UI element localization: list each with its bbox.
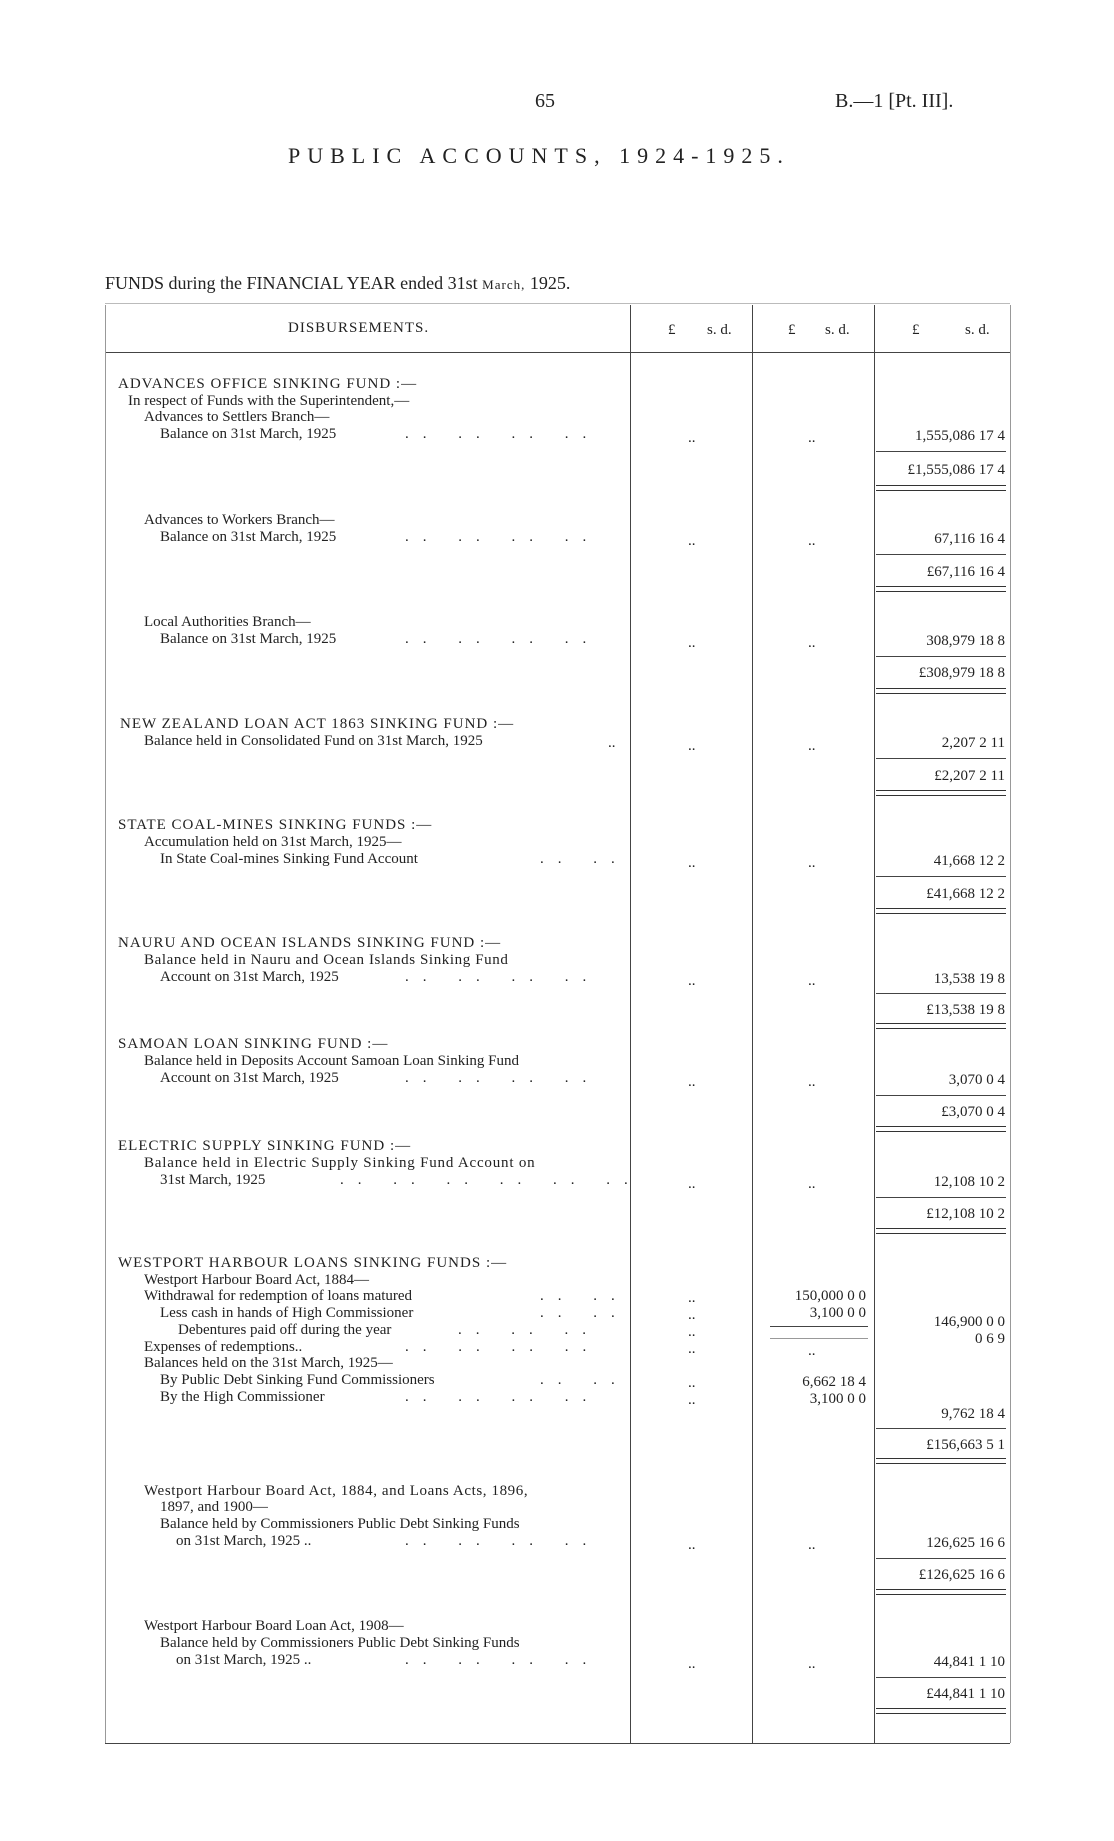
amount: 44,841 1 10 [933,1654,1005,1670]
amount: 2,207 2 11 [941,735,1005,751]
section-heading: ADVANCES OFFICE SINKING FUND :— [118,376,418,392]
text-line: Account on 31st March, 1925 [160,969,339,985]
amount: 13,538 19 8 [933,971,1005,987]
amount: 126,625 16 6 [926,1535,1005,1551]
section-heading: NAURU AND OCEAN ISLANDS SINKING FUND :— [118,935,502,951]
text-line: In State Coal-mines Sinking Fund Account [160,851,418,867]
text-line: 31st March, 1925 [160,1172,266,1188]
text-line: Balance held by Commissioners Public Debt Sinking Funds [160,1635,520,1651]
total: £308,979 18 8 [918,665,1005,681]
amount: 12,108 10 2 [933,1174,1005,1190]
text-line: Balance held in Deposits Account Samoan Loan Sinking Fund [144,1053,519,1069]
text-line: Balance held by Commissioners Public Debt Sinking Funds [160,1516,520,1532]
text-line: Balance on 31st March, 1925 [160,529,337,545]
subtitle-month: March, [482,277,526,292]
text-line: Advances to Workers Branch— [144,512,335,528]
text-line: Balances held on the 31st March, 1925— [144,1355,393,1371]
section-heading: NEW ZEALAND LOAN ACT 1863 SINKING FUND :— [120,716,515,732]
sub-amount: 3,100 0 0 [809,1391,866,1407]
total: £13,538 19 8 [926,1002,1005,1018]
amount: 9,762 18 4 [941,1406,1005,1422]
col1-pound: £ [668,322,676,338]
text-line: Balance on 31st March, 1925 [160,426,337,442]
text-line: Local Authorities Branch— [144,614,311,630]
total: £156,663 5 1 [926,1437,1005,1453]
disbursements-heading: DISBURSEMENTS. [288,320,430,336]
section-heading: STATE COAL-MINES SINKING FUNDS :— [118,817,433,833]
section-heading: ELECTRIC SUPPLY SINKING FUND :— [118,1138,412,1154]
total: £44,841 1 10 [926,1686,1005,1702]
text-line: Balance on 31st March, 1925 [160,631,337,647]
amount: 146,900 0 0 [933,1314,1005,1330]
col3-pound: £ [912,322,920,338]
text-line: Account on 31st March, 1925 [160,1070,339,1086]
text-line: Withdrawal for redemption of loans matured [144,1288,413,1304]
text-line: Balance held in Consolidated Fund on 31st March, 1925 [144,733,483,749]
amount: 67,116 16 4 [934,531,1005,547]
page-subtitle [105,273,570,294]
text-line: Advances to Settlers Branch— [144,409,330,425]
col1-sd: s. d. [707,322,732,338]
sub-amount: 3,100 0 0 [809,1305,866,1321]
section-heading: SAMOAN LOAN SINKING FUND :— [118,1036,389,1052]
sub-amount: 150,000 0 0 [794,1288,866,1304]
col2-pound: £ [788,322,796,338]
col2-sd: s. d. [825,322,850,338]
sub-amount: 6,662 18 4 [802,1374,866,1390]
text-line: Westport Harbour Board Act, 1884, and Loans Acts, 1896, [144,1483,529,1499]
subtitle-year: 1925. [529,273,571,293]
col3-sd: s. d. [965,322,990,338]
total: £126,625 16 6 [918,1567,1005,1583]
total: £3,070 0 4 [941,1104,1005,1120]
page-title: PUBLIC ACCOUNTS, 1924-1925. [288,143,790,168]
text-line: Balance held in Nauru and Ocean Islands Sinking Fund [144,952,509,968]
text-line: Debentures paid off during the year [178,1322,392,1338]
text-line: By the High Commissioner [160,1389,325,1405]
subtitle-text: FUNDS during the FINANCIAL YEAR ended 31st [105,273,478,293]
text-line: Accumulation held on 31st March, 1925— [144,834,402,850]
page-number: 65 [535,90,555,112]
text-line: In respect of Funds with the Superintendent,— [128,393,410,409]
text-line: Less cash in hands of High Commissioner [160,1305,414,1321]
total: £12,108 10 2 [926,1206,1005,1222]
text-line: on 31st March, 1925 .. [176,1533,312,1549]
amount: 0 6 9 [975,1331,1005,1347]
amount: 1,555,086 17 4 [915,428,1005,444]
text-line: Balance held in Electric Supply Sinking Fund Account on [144,1155,536,1171]
total: £1,555,086 17 4 [907,462,1005,478]
text-line: 1897, and 1900— [160,1499,268,1515]
text-line: Westport Harbour Board Loan Act, 1908— [144,1618,404,1634]
total: £67,116 16 4 [926,564,1005,580]
amount: 3,070 0 4 [948,1072,1005,1088]
total: £41,668 12 2 [926,886,1005,902]
amount: 308,979 18 8 [926,633,1005,649]
text-line: on 31st March, 1925 .. [176,1652,312,1668]
text-line: By Public Debt Sinking Fund Commissioners [160,1372,435,1388]
document-reference: B.—1 [Pt. III]. [835,90,954,112]
section-heading: WESTPORT HARBOUR LOANS SINKING FUNDS :— [118,1255,508,1271]
text-line: Westport Harbour Board Act, 1884— [144,1272,369,1288]
text-line: Expenses of redemptions.. [144,1339,303,1355]
amount: 41,668 12 2 [933,853,1005,869]
total: £2,207 2 11 [934,768,1005,784]
